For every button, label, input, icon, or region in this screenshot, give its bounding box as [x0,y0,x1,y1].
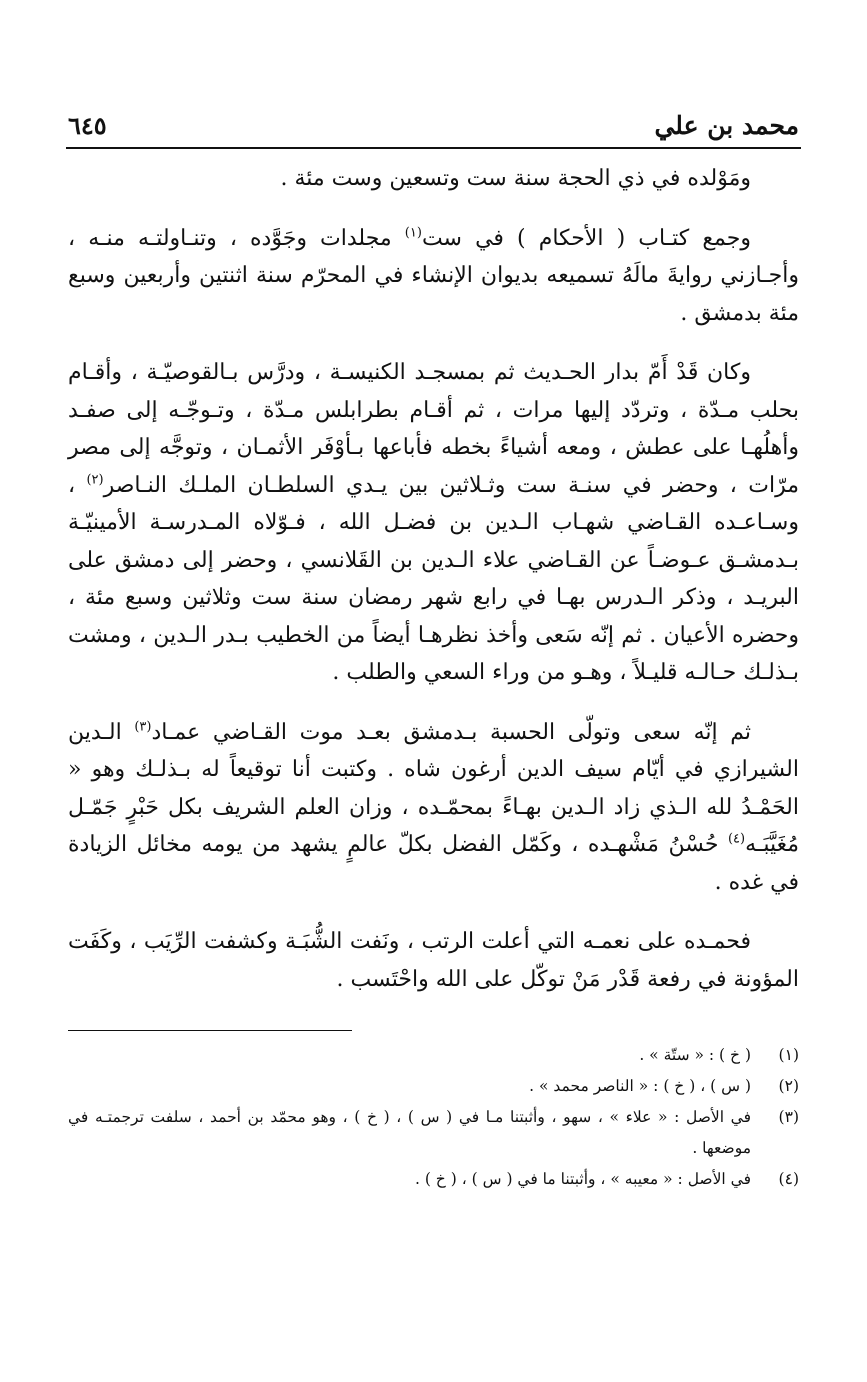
page-number: ٦٤٥ [68,111,107,140]
footnote-divider [68,1030,352,1031]
paragraph-text: وجمع كتـاب ( الأحكام ) في ست [421,225,751,251]
footnotes [68,1040,799,1195]
footnote-text: ( س ) ، ( خ ) : « الناصر محمد » . [529,1077,751,1095]
paragraph [68,160,799,198]
footnote-number: (٣) [778,1108,799,1126]
footnote-number: (١) [778,1046,799,1064]
paragraph-text: فحمـده على نعمـه التي أعلت الرتب ، ونَفت الشُّبَـة وكشفت الرِّيَب ، وكَفَت المؤونة في رفعة قَدْر مَنْ توكّل على الله واحْتَسب . [68,929,799,992]
footnote-text: ( خ ) : « ستّة » . [639,1046,751,1064]
paragraph [68,714,799,902]
paragraph-text: مجلدات وجَوَّده ، وتنـاولتـه منـه ، وأجـازني روايةَ مالَهُ تسميعه بديوان الإنشاء في المحرّم سنة اثنتين وأربعين وسبع مئة بدمشق . [68,225,799,326]
paragraph-text: ومَوْلده في ذي الحجة سنة ست وتسعين وست مئة . [280,166,751,191]
main-text [68,160,799,1020]
footnote-number: (٤) [778,1170,799,1188]
running-header [68,100,799,140]
paragraph-text: حُسْنُ مَشْهـده ، وكَمّل الفضل بكلّ عالمٍ يشهد من يومه مخائل الزيادة في غده . [68,832,799,895]
footnote [68,1071,799,1102]
paragraph [68,220,799,333]
footnote [68,1164,799,1195]
footnote [68,1102,799,1164]
footnote-ref: (٣) [134,719,152,735]
footnote-text: في الأصل : « معيبه » ، وأثبتنا ما في ( س ) ، ( خ ) . [414,1170,751,1188]
running-title: محمد بن علي [654,111,799,140]
header-divider [66,147,801,149]
footnote-ref: (٤) [727,831,746,847]
footnote [68,1040,799,1071]
paragraph-text: الـدين الشيرازي في أيّام سيف الدين أرغون شاه . وكتبت أنا توقيعاً له بـذلـك وهو « الحَمْـدُ لله الـذي زاد الـدين بهـاءً بمحمّـده ، وزان العلم الشريف بكل حَبْرٍ جَمّـل مُغَيَّبَـه [68,719,799,857]
paragraph-text: ، وسـاعـده القـاضي شهـاب الـدين بن فضـل الله ، فـوّلاه المـدرسـة الأمينيّـة بـدمشـق عـوضـاً عن القـاضي علاء الـدين بن القَلانسي ، وحضر إلى دمشق على البريـد ، وذكر الـدرس بهـا في رابع شهر رمضان سنة ست وثلاثين وسبع مئة ، وحضره الأعيان . ثم إنّه سَعى وأخذ نظرهـا أيضاً من الخطيب بـدر الـدين ، ومشت بـذلـك حـالـه قليـلاً ، وهـو من وراء السعي والطلب . [68,472,799,685]
paragraph-text: وكان قَدْ أَمّ بدار الحـديث ثم بمسجـد الكنيسـة ، ودرَّس بـالقوصيّـة ، وأقـام بحلب مـدّة ، وتردّد إليها مرات ، ثم أقـام بطرابلس مـدّة ، وتـوجّـه إلى صفـد وأهلُهـا على عطش ، ومعه أشياءً بخطه فأباعها بـأوْفَر الأثمـان ، وتوجَّه إلى مصر مرّات ، وحضر في سنـة ست وثـلاثين بين يـدي السلطـان الملـك النـاصر [68,360,800,498]
footnote-number: (٢) [778,1077,799,1095]
paragraph-text: ثم إنّه سعى وتولّى الحسبة بـدمشق بعـد موت القـاضي عمـاد [151,719,752,745]
footnote-ref: (١) [404,225,422,241]
paragraph [68,923,799,998]
footnote-text: في الأصل : « علاء » ، سهو ، وأثبتنا مـا في ( س ) ، ( خ ) ، وهو محمّد بن أحمد ، سلفت ترجمتـه في موضعها . [68,1108,751,1157]
footnote-ref: (٢) [86,472,104,488]
paragraph [68,354,799,692]
